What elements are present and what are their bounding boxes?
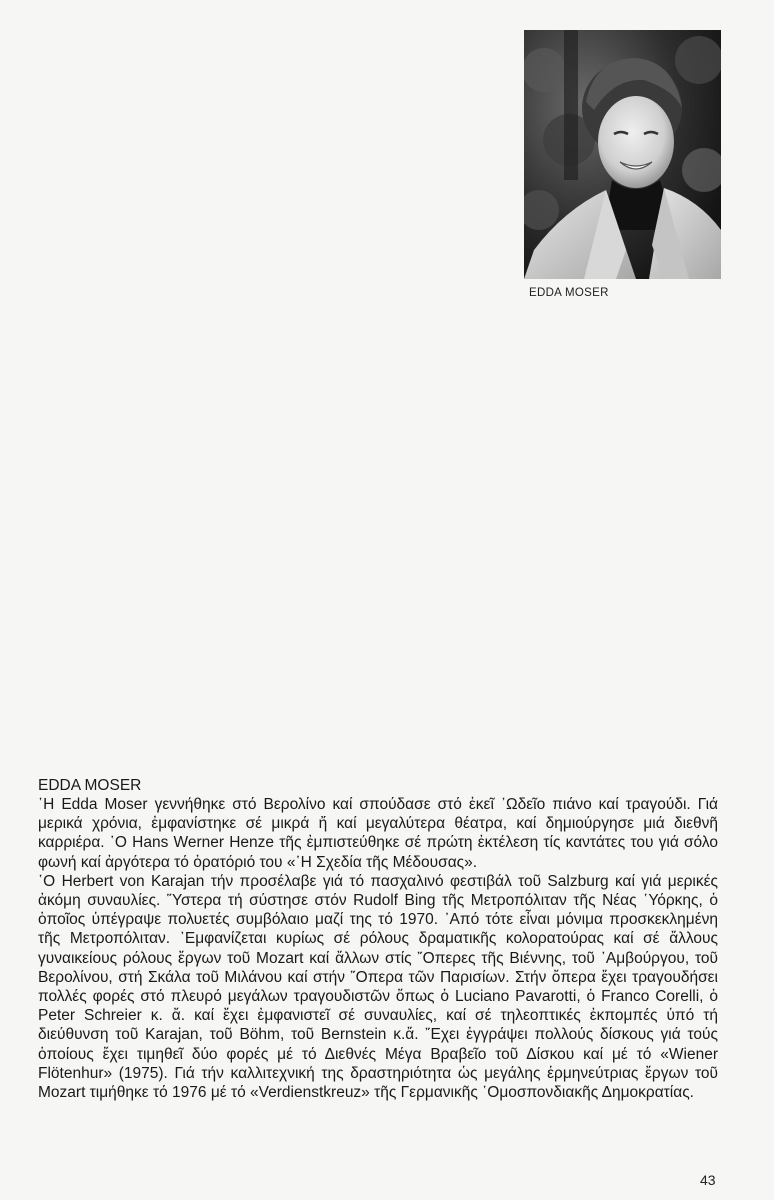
article <box>38 776 718 1102</box>
portrait-image <box>524 30 721 279</box>
page-number: 43 <box>700 1172 716 1188</box>
article-body <box>38 795 718 1102</box>
photo-caption: EDDA MOSER <box>529 287 609 299</box>
portrait-photo <box>524 30 721 279</box>
article-heading: EDDA MOSER <box>38 777 142 794</box>
article-paragraph: ῾Η Edda Moser γεννήθηκε στό Βερολίνο καί σπούδασε στό ἐκεῖ ᾿Ωδεῖο πιάνο καί τραγούδι. Γιά μερικά χρόνια, ἐμφανίστηκε σέ μικρά ἤ καί μεγαλύτερα θέατρα, καί δημιούργησε μιά διεθνῆ καρριέρα. ῾Ο Hans Werner Henze τῆς ἐμπιστεύθηκε σέ πρώτη ἐκτέλεση τίς καντάτες του γιά σόλο φωνή καί ἀργότερα τό ὀρατόριό του «῾Η Σχεδία τῆς Μέδουσας». <box>38 796 718 871</box>
article-paragraph: ῾Ο Herbert von Karajan τήν προσέλαβε γιά τό πασχαλινό φεστιβάλ τοῦ Salzburg καί γιά μερικές ἀκόμη συναυλίες. ῞Υστερα τή σύστησε στόν Rudolf Bing τῆς Μετροπόλιταν τῆς Νέας ῾Υόρκης, ὁ ὁποῖος ὑπέγραψε πολυετές συμβόλαιο μαζί της τό 1970. ᾿Από τότε εἶναι μόνιμα προσκεκλημένη τῆς Μετροπόλιταν. ᾿Εμφανίζεται κυρίως σέ ρόλους δραματικῆς κολορατούρας καί σέ ἄλλους γυναικείους ρόλους ἔργων τοῦ Mozart καί ἄλλων στίς ῎Οπερες τῆς Βιέννης, τοῦ ᾿Αμβούργου, τοῦ Βερολίνου, στή Σκάλα τοῦ Μιλάνου καί στήν ῎Οπερα τῶν Παρισίων. Στήν ὄπερα ἔχει τραγουδήσει πολλές φορές στό πλευρό μεγάλων τραγουδιστῶν ὅπως ὁ Luciano Pavarotti, ὁ Franco Corelli, ὁ Peter Schreier κ. ἄ. καί ἔχει ἐμφανιστεῖ σέ συναυλίες, καί σέ τηλεοπτικές ἐκπομπές ὑπό τή διεύθυνση τοῦ Karajan, τοῦ Böhm, τοῦ Bernstein κ.ἄ. ῎Εχει ἐγγράψει πολλούς δίσκους γιά τούς ὁποίους ἔχει τιμηθεῖ δύο φορές μέ τό Διεθνές Μέγα Βραβεῖο τοῦ Δίσκου καί μέ τό «Wiener Flötenhur» (1975). Γιά τήν καλλιτεχνική της δραστηριότητα ὡς μεγάλης ἑρμηνεύτριας ἔργων τοῦ Mozart τιμήθηκε τό 1976 μέ τό «Verdienstkreuz» τῆς Γερμανικῆς ῾Ομοσπονδιακῆς Δημοκρατίας. <box>38 872 718 1102</box>
